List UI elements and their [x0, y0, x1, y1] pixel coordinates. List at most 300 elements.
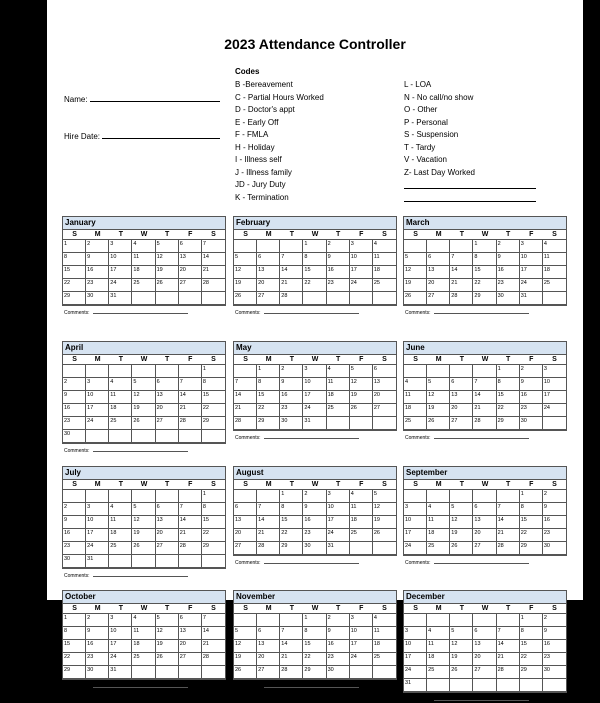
day-cell[interactable]: 14 — [450, 266, 473, 279]
day-cell[interactable]: 28 — [450, 292, 473, 305]
day-cell[interactable]: 24 — [303, 404, 326, 417]
name-field[interactable] — [64, 93, 220, 104]
day-cell[interactable]: 23 — [303, 529, 326, 542]
day-cell[interactable]: 11 — [327, 378, 350, 391]
day-cell[interactable]: 6 — [179, 240, 202, 253]
day-cell[interactable]: 15 — [303, 640, 326, 653]
day-cell[interactable]: 6 — [234, 503, 257, 516]
day-cell[interactable]: 8 — [202, 503, 225, 516]
day-cell[interactable]: 5 — [132, 503, 155, 516]
day-cell[interactable]: 20 — [373, 391, 396, 404]
day-cell[interactable]: 24 — [86, 417, 109, 430]
day-cell[interactable]: 2 — [63, 378, 86, 391]
day-cell[interactable]: 2 — [327, 240, 350, 253]
day-cell[interactable]: 8 — [280, 503, 303, 516]
day-cell[interactable]: 18 — [373, 640, 396, 653]
day-cell[interactable]: 21 — [473, 404, 496, 417]
day-cell[interactable]: 1 — [63, 614, 86, 627]
day-cell[interactable]: 13 — [427, 266, 450, 279]
day-cell[interactable]: 7 — [202, 614, 225, 627]
day-cell[interactable]: 19 — [427, 404, 450, 417]
day-cell[interactable]: 14 — [497, 516, 520, 529]
day-cell[interactable]: 28 — [280, 292, 303, 305]
day-cell[interactable]: 15 — [303, 266, 326, 279]
day-cell[interactable]: 13 — [156, 516, 179, 529]
day-cell[interactable]: 11 — [109, 516, 132, 529]
day-cell[interactable]: 12 — [132, 391, 155, 404]
comments-field[interactable] — [64, 309, 188, 316]
day-cell[interactable]: 8 — [520, 503, 543, 516]
day-cell[interactable]: 29 — [303, 666, 326, 679]
day-cell[interactable]: 16 — [327, 640, 350, 653]
comments-field[interactable] — [64, 572, 188, 579]
day-cell[interactable]: 4 — [327, 365, 350, 378]
day-cell[interactable]: 20 — [156, 529, 179, 542]
day-cell[interactable]: 12 — [427, 391, 450, 404]
day-cell[interactable]: 18 — [109, 404, 132, 417]
day-cell[interactable]: 9 — [543, 503, 566, 516]
day-cell[interactable]: 30 — [327, 666, 350, 679]
day-cell[interactable]: 17 — [350, 266, 373, 279]
day-cell[interactable]: 31 — [327, 542, 350, 555]
day-cell[interactable]: 17 — [404, 653, 427, 666]
day-cell[interactable]: 16 — [327, 266, 350, 279]
day-cell[interactable]: 30 — [86, 292, 109, 305]
day-cell[interactable]: 4 — [109, 378, 132, 391]
day-cell[interactable]: 17 — [86, 529, 109, 542]
day-cell[interactable]: 10 — [404, 516, 427, 529]
comments-field[interactable] — [64, 447, 188, 454]
day-cell[interactable]: 26 — [156, 279, 179, 292]
day-cell[interactable]: 25 — [350, 529, 373, 542]
day-cell[interactable]: 9 — [86, 253, 109, 266]
day-cell[interactable]: 7 — [473, 378, 496, 391]
comments-field[interactable] — [405, 309, 529, 316]
day-cell[interactable]: 23 — [497, 279, 520, 292]
day-cell[interactable]: 14 — [280, 640, 303, 653]
day-cell[interactable]: 25 — [109, 417, 132, 430]
day-cell[interactable]: 17 — [520, 266, 543, 279]
day-cell[interactable]: 1 — [63, 240, 86, 253]
day-cell[interactable]: 27 — [473, 542, 496, 555]
day-cell[interactable]: 10 — [404, 640, 427, 653]
day-cell[interactable]: 18 — [404, 404, 427, 417]
day-cell[interactable]: 27 — [257, 292, 280, 305]
day-cell[interactable]: 25 — [132, 279, 155, 292]
day-cell[interactable]: 2 — [303, 490, 326, 503]
day-cell[interactable]: 23 — [86, 279, 109, 292]
day-cell[interactable]: 22 — [280, 529, 303, 542]
day-cell[interactable]: 7 — [280, 627, 303, 640]
day-cell[interactable]: 8 — [520, 627, 543, 640]
day-cell[interactable]: 30 — [520, 417, 543, 430]
day-cell[interactable]: 25 — [373, 279, 396, 292]
day-cell[interactable]: 6 — [156, 503, 179, 516]
day-cell[interactable]: 12 — [450, 516, 473, 529]
day-cell[interactable]: 6 — [179, 614, 202, 627]
day-cell[interactable]: 31 — [109, 666, 132, 679]
day-cell[interactable]: 27 — [450, 417, 473, 430]
day-cell[interactable]: 14 — [202, 253, 225, 266]
day-cell[interactable]: 3 — [86, 503, 109, 516]
day-cell[interactable]: 1 — [257, 365, 280, 378]
day-cell[interactable]: 24 — [350, 653, 373, 666]
day-cell[interactable]: 6 — [156, 378, 179, 391]
day-cell[interactable]: 5 — [132, 378, 155, 391]
day-cell[interactable]: 14 — [202, 627, 225, 640]
day-cell[interactable]: 14 — [257, 516, 280, 529]
day-cell[interactable]: 4 — [543, 240, 566, 253]
day-cell[interactable]: 26 — [156, 653, 179, 666]
day-cell[interactable]: 19 — [234, 653, 257, 666]
day-cell[interactable]: 29 — [257, 417, 280, 430]
day-cell[interactable]: 13 — [179, 627, 202, 640]
day-cell[interactable]: 12 — [450, 640, 473, 653]
day-cell[interactable]: 13 — [450, 391, 473, 404]
day-cell[interactable]: 7 — [234, 378, 257, 391]
day-cell[interactable]: 20 — [156, 404, 179, 417]
day-cell[interactable]: 2 — [280, 365, 303, 378]
day-cell[interactable]: 16 — [497, 266, 520, 279]
day-cell[interactable]: 11 — [427, 640, 450, 653]
day-cell[interactable]: 7 — [202, 240, 225, 253]
day-cell[interactable]: 2 — [497, 240, 520, 253]
day-cell[interactable]: 29 — [520, 666, 543, 679]
day-cell[interactable]: 28 — [497, 542, 520, 555]
day-cell[interactable]: 22 — [63, 653, 86, 666]
day-cell[interactable]: 30 — [543, 542, 566, 555]
day-cell[interactable]: 23 — [327, 279, 350, 292]
day-cell[interactable]: 26 — [427, 417, 450, 430]
day-cell[interactable]: 14 — [234, 391, 257, 404]
day-cell[interactable]: 3 — [404, 503, 427, 516]
day-cell[interactable]: 27 — [179, 653, 202, 666]
day-cell[interactable]: 16 — [63, 404, 86, 417]
day-cell[interactable]: 18 — [327, 391, 350, 404]
day-cell[interactable]: 1 — [473, 240, 496, 253]
day-cell[interactable]: 4 — [132, 240, 155, 253]
day-cell[interactable]: 30 — [63, 430, 86, 443]
day-cell[interactable]: 5 — [450, 627, 473, 640]
day-cell[interactable]: 30 — [543, 666, 566, 679]
day-cell[interactable]: 24 — [404, 666, 427, 679]
day-cell[interactable]: 19 — [234, 279, 257, 292]
day-cell[interactable]: 2 — [86, 240, 109, 253]
day-cell[interactable]: 7 — [497, 503, 520, 516]
day-cell[interactable]: 22 — [63, 279, 86, 292]
day-cell[interactable]: 17 — [303, 391, 326, 404]
day-cell[interactable]: 28 — [473, 417, 496, 430]
day-cell[interactable]: 5 — [373, 490, 396, 503]
day-cell[interactable]: 24 — [520, 279, 543, 292]
day-cell[interactable]: 13 — [234, 516, 257, 529]
day-cell[interactable]: 25 — [132, 653, 155, 666]
day-cell[interactable]: 10 — [520, 253, 543, 266]
day-cell[interactable]: 23 — [327, 653, 350, 666]
day-cell[interactable]: 15 — [520, 516, 543, 529]
day-cell[interactable]: 7 — [280, 253, 303, 266]
day-cell[interactable]: 4 — [404, 378, 427, 391]
day-cell[interactable]: 19 — [373, 516, 396, 529]
day-cell[interactable]: 1 — [497, 365, 520, 378]
day-cell[interactable]: 1 — [202, 490, 225, 503]
day-cell[interactable]: 10 — [86, 391, 109, 404]
day-cell[interactable]: 18 — [427, 653, 450, 666]
day-cell[interactable]: 24 — [327, 529, 350, 542]
day-cell[interactable]: 21 — [179, 529, 202, 542]
day-cell[interactable]: 7 — [179, 378, 202, 391]
day-cell[interactable]: 8 — [63, 627, 86, 640]
day-cell[interactable]: 3 — [543, 365, 566, 378]
day-cell[interactable]: 20 — [257, 653, 280, 666]
day-cell[interactable]: 29 — [497, 417, 520, 430]
day-cell[interactable]: 1 — [303, 240, 326, 253]
day-cell[interactable]: 21 — [257, 529, 280, 542]
day-cell[interactable]: 21 — [202, 266, 225, 279]
day-cell[interactable]: 10 — [327, 503, 350, 516]
hire-date-field[interactable] — [64, 130, 220, 141]
day-cell[interactable]: 14 — [473, 391, 496, 404]
day-cell[interactable]: 3 — [109, 240, 132, 253]
day-cell[interactable]: 24 — [543, 404, 566, 417]
day-cell[interactable]: 12 — [132, 516, 155, 529]
day-cell[interactable]: 12 — [234, 266, 257, 279]
day-cell[interactable]: 29 — [520, 542, 543, 555]
day-cell[interactable]: 7 — [497, 627, 520, 640]
day-cell[interactable]: 16 — [63, 529, 86, 542]
day-cell[interactable]: 5 — [156, 614, 179, 627]
day-cell[interactable]: 14 — [179, 516, 202, 529]
day-cell[interactable]: 21 — [497, 529, 520, 542]
day-cell[interactable]: 22 — [520, 529, 543, 542]
day-cell[interactable]: 30 — [497, 292, 520, 305]
day-cell[interactable]: 20 — [450, 404, 473, 417]
day-cell[interactable]: 26 — [450, 542, 473, 555]
day-cell[interactable]: 3 — [109, 614, 132, 627]
day-cell[interactable]: 11 — [427, 516, 450, 529]
day-cell[interactable]: 29 — [280, 542, 303, 555]
day-cell[interactable]: 9 — [63, 516, 86, 529]
day-cell[interactable]: 19 — [156, 266, 179, 279]
day-cell[interactable]: 22 — [257, 404, 280, 417]
day-cell[interactable]: 6 — [473, 627, 496, 640]
day-cell[interactable]: 31 — [109, 292, 132, 305]
day-cell[interactable]: 4 — [427, 627, 450, 640]
day-cell[interactable]: 14 — [179, 391, 202, 404]
day-cell[interactable]: 27 — [257, 666, 280, 679]
day-cell[interactable]: 2 — [327, 614, 350, 627]
day-cell[interactable]: 24 — [86, 542, 109, 555]
day-cell[interactable]: 5 — [234, 253, 257, 266]
day-cell[interactable]: 4 — [373, 614, 396, 627]
day-cell[interactable]: 15 — [202, 516, 225, 529]
day-cell[interactable]: 25 — [327, 404, 350, 417]
day-cell[interactable]: 12 — [373, 503, 396, 516]
day-cell[interactable]: 8 — [303, 627, 326, 640]
day-cell[interactable]: 19 — [450, 653, 473, 666]
day-cell[interactable]: 29 — [202, 417, 225, 430]
day-cell[interactable]: 15 — [473, 266, 496, 279]
day-cell[interactable]: 1 — [520, 490, 543, 503]
day-cell[interactable]: 24 — [350, 279, 373, 292]
day-cell[interactable]: 29 — [202, 542, 225, 555]
day-cell[interactable]: 27 — [427, 292, 450, 305]
day-cell[interactable]: 30 — [63, 555, 86, 568]
day-cell[interactable]: 23 — [86, 653, 109, 666]
day-cell[interactable]: 12 — [156, 253, 179, 266]
day-cell[interactable]: 10 — [86, 516, 109, 529]
day-cell[interactable]: 19 — [132, 529, 155, 542]
day-cell[interactable]: 8 — [497, 378, 520, 391]
day-cell[interactable]: 17 — [404, 529, 427, 542]
day-cell[interactable]: 22 — [202, 404, 225, 417]
day-cell[interactable]: 4 — [109, 503, 132, 516]
day-cell[interactable]: 13 — [156, 391, 179, 404]
day-cell[interactable]: 28 — [179, 542, 202, 555]
day-cell[interactable]: 20 — [257, 279, 280, 292]
day-cell[interactable]: 26 — [373, 529, 396, 542]
day-cell[interactable]: 15 — [63, 640, 86, 653]
day-cell[interactable]: 6 — [473, 503, 496, 516]
day-cell[interactable]: 19 — [450, 529, 473, 542]
day-cell[interactable]: 30 — [303, 542, 326, 555]
day-cell[interactable]: 20 — [234, 529, 257, 542]
day-cell[interactable]: 28 — [202, 653, 225, 666]
day-cell[interactable]: 9 — [63, 391, 86, 404]
day-cell[interactable]: 16 — [86, 266, 109, 279]
day-cell[interactable]: 31 — [404, 679, 427, 692]
day-cell[interactable]: 5 — [350, 365, 373, 378]
day-cell[interactable]: 16 — [280, 391, 303, 404]
day-cell[interactable]: 15 — [520, 640, 543, 653]
day-cell[interactable]: 28 — [497, 666, 520, 679]
day-cell[interactable]: 31 — [520, 292, 543, 305]
day-cell[interactable]: 2 — [520, 365, 543, 378]
day-cell[interactable]: 28 — [280, 666, 303, 679]
day-cell[interactable]: 9 — [86, 627, 109, 640]
day-cell[interactable]: 12 — [156, 627, 179, 640]
day-cell[interactable]: 11 — [109, 391, 132, 404]
day-cell[interactable]: 5 — [404, 253, 427, 266]
day-cell[interactable]: 9 — [497, 253, 520, 266]
day-cell[interactable]: 14 — [280, 266, 303, 279]
day-cell[interactable]: 1 — [280, 490, 303, 503]
day-cell[interactable]: 11 — [404, 391, 427, 404]
day-cell[interactable]: 4 — [373, 240, 396, 253]
day-cell[interactable]: 5 — [450, 503, 473, 516]
day-cell[interactable]: 15 — [497, 391, 520, 404]
day-cell[interactable]: 13 — [257, 266, 280, 279]
day-cell[interactable]: 13 — [179, 253, 202, 266]
day-cell[interactable]: 17 — [327, 516, 350, 529]
day-cell[interactable]: 18 — [109, 529, 132, 542]
day-cell[interactable]: 5 — [156, 240, 179, 253]
day-cell[interactable]: 18 — [350, 516, 373, 529]
day-cell[interactable]: 27 — [179, 279, 202, 292]
day-cell[interactable]: 23 — [280, 404, 303, 417]
day-cell[interactable]: 27 — [234, 542, 257, 555]
day-cell[interactable]: 3 — [327, 490, 350, 503]
day-cell[interactable]: 27 — [156, 417, 179, 430]
day-cell[interactable]: 22 — [303, 653, 326, 666]
day-cell[interactable]: 12 — [350, 378, 373, 391]
day-cell[interactable]: 6 — [373, 365, 396, 378]
day-cell[interactable]: 30 — [280, 417, 303, 430]
day-cell[interactable]: 11 — [373, 253, 396, 266]
comments-field[interactable] — [235, 683, 359, 690]
day-cell[interactable]: 4 — [427, 503, 450, 516]
day-cell[interactable]: 9 — [303, 503, 326, 516]
day-cell[interactable]: 17 — [109, 640, 132, 653]
day-cell[interactable]: 26 — [234, 292, 257, 305]
day-cell[interactable]: 30 — [86, 666, 109, 679]
day-cell[interactable]: 29 — [63, 666, 86, 679]
day-cell[interactable]: 17 — [109, 266, 132, 279]
day-cell[interactable]: 31 — [303, 417, 326, 430]
day-cell[interactable]: 21 — [202, 640, 225, 653]
day-cell[interactable]: 28 — [202, 279, 225, 292]
day-cell[interactable]: 23 — [63, 417, 86, 430]
day-cell[interactable]: 8 — [473, 253, 496, 266]
comments-field[interactable] — [235, 434, 359, 441]
day-cell[interactable]: 26 — [450, 666, 473, 679]
day-cell[interactable]: 25 — [404, 417, 427, 430]
day-cell[interactable]: 11 — [132, 253, 155, 266]
day-cell[interactable]: 11 — [543, 253, 566, 266]
day-cell[interactable]: 16 — [303, 516, 326, 529]
day-cell[interactable]: 9 — [280, 378, 303, 391]
day-cell[interactable]: 25 — [109, 542, 132, 555]
day-cell[interactable]: 10 — [109, 253, 132, 266]
day-cell[interactable]: 18 — [427, 529, 450, 542]
day-cell[interactable]: 27 — [473, 666, 496, 679]
day-cell[interactable]: 19 — [132, 404, 155, 417]
day-cell[interactable]: 23 — [543, 653, 566, 666]
comments-field[interactable] — [405, 434, 529, 441]
day-cell[interactable]: 15 — [257, 391, 280, 404]
day-cell[interactable]: 8 — [202, 378, 225, 391]
day-cell[interactable]: 27 — [156, 542, 179, 555]
day-cell[interactable]: 10 — [350, 253, 373, 266]
day-cell[interactable]: 2 — [543, 614, 566, 627]
day-cell[interactable]: 22 — [303, 279, 326, 292]
day-cell[interactable]: 13 — [257, 640, 280, 653]
day-cell[interactable]: 16 — [520, 391, 543, 404]
day-cell[interactable]: 25 — [373, 653, 396, 666]
comments-field[interactable] — [405, 696, 529, 703]
day-cell[interactable]: 4 — [350, 490, 373, 503]
day-cell[interactable]: 5 — [234, 627, 257, 640]
day-cell[interactable]: 3 — [350, 614, 373, 627]
day-cell[interactable]: 23 — [543, 529, 566, 542]
day-cell[interactable]: 24 — [109, 653, 132, 666]
day-cell[interactable]: 3 — [350, 240, 373, 253]
day-cell[interactable]: 26 — [350, 404, 373, 417]
day-cell[interactable]: 29 — [473, 292, 496, 305]
day-cell[interactable]: 26 — [404, 292, 427, 305]
day-cell[interactable]: 28 — [257, 542, 280, 555]
day-cell[interactable]: 21 — [450, 279, 473, 292]
day-cell[interactable]: 1 — [202, 365, 225, 378]
day-cell[interactable]: 17 — [86, 404, 109, 417]
day-cell[interactable]: 24 — [404, 542, 427, 555]
day-cell[interactable]: 6 — [257, 627, 280, 640]
day-cell[interactable]: 20 — [179, 640, 202, 653]
day-cell[interactable]: 2 — [63, 503, 86, 516]
day-cell[interactable]: 10 — [303, 378, 326, 391]
day-cell[interactable]: 18 — [373, 266, 396, 279]
day-cell[interactable]: 17 — [543, 391, 566, 404]
